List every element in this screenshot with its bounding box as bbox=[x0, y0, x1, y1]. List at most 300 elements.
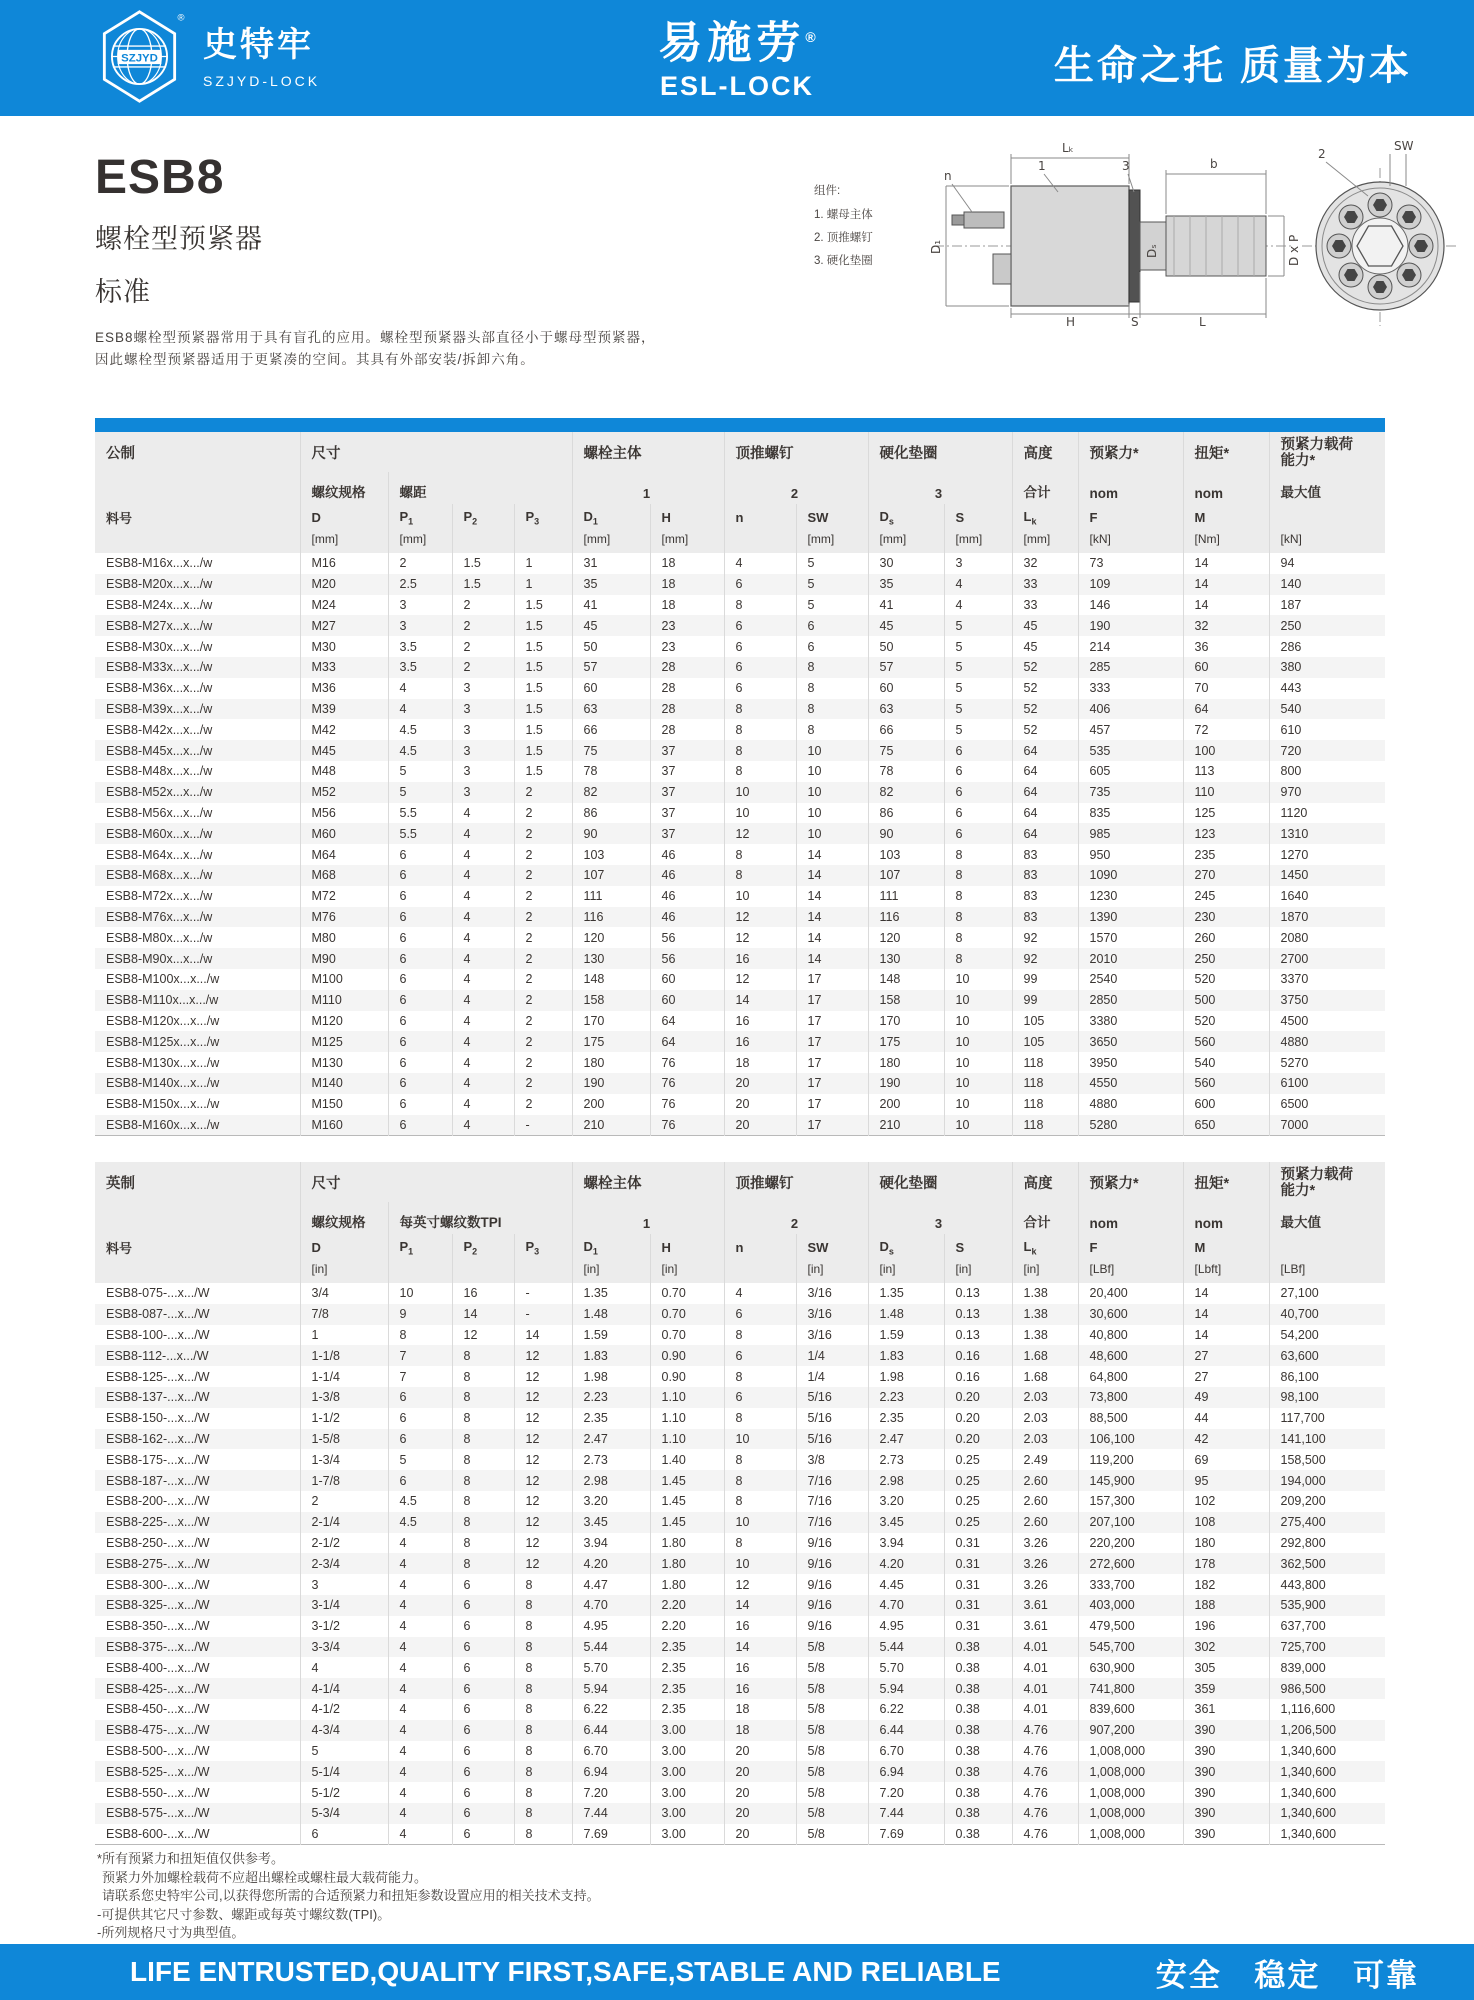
table-cell: 2 bbox=[452, 595, 514, 616]
table-cell: 6 bbox=[724, 657, 796, 678]
table-cell: M100 bbox=[300, 969, 388, 990]
table-cell: 6.70 bbox=[868, 1741, 944, 1762]
brand-left bbox=[92, 9, 320, 104]
table-row bbox=[95, 1470, 1385, 1491]
table-cell: 4 bbox=[452, 990, 514, 1011]
table-cell: 2.5 bbox=[388, 574, 452, 595]
col-h: H bbox=[650, 504, 724, 531]
table-cell: 28 bbox=[650, 678, 724, 699]
group-header-row bbox=[95, 1162, 1385, 1202]
table-cell: 5/16 bbox=[796, 1408, 868, 1429]
table-cell: 17 bbox=[796, 1031, 868, 1052]
table-cell: 3 bbox=[452, 740, 514, 761]
table-cell: 37 bbox=[650, 823, 724, 844]
table-cell: 16 bbox=[724, 1031, 796, 1052]
table-cell: 1-1/4 bbox=[300, 1366, 388, 1387]
table-cell: 10 bbox=[796, 803, 868, 824]
table-cell: 5/8 bbox=[796, 1803, 868, 1824]
table-cell: 4.95 bbox=[868, 1616, 944, 1637]
part-number-cell: ESB8-M42x...x.../w bbox=[95, 719, 300, 740]
part-number-cell: ESB8-225-...x.../W bbox=[95, 1512, 300, 1533]
table-cell: 1.68 bbox=[1012, 1345, 1078, 1366]
table-cell: 3 bbox=[452, 699, 514, 720]
legend-item: 3. 硬化垫圈 bbox=[814, 255, 873, 267]
table-cell: 20 bbox=[724, 1073, 796, 1094]
group-capacity: 预紧力载荷 能力* bbox=[1269, 1162, 1385, 1202]
table-cell: 8 bbox=[514, 1574, 572, 1595]
table-cell: 500 bbox=[1183, 990, 1269, 1011]
table-cell: 4.95 bbox=[572, 1616, 650, 1637]
part-number-cell: ESB8-112-...x.../W bbox=[95, 1345, 300, 1366]
table-cell: 2-1/4 bbox=[300, 1512, 388, 1533]
table-cell: 6 bbox=[944, 740, 1012, 761]
table-cell: 8 bbox=[724, 595, 796, 616]
group-height: 高度 bbox=[1012, 432, 1078, 472]
table-cell: 42 bbox=[1183, 1429, 1269, 1450]
table-cell: 1570 bbox=[1078, 927, 1183, 948]
table-cell: 33 bbox=[1012, 595, 1078, 616]
table-cell: 6.22 bbox=[572, 1699, 650, 1720]
table-row bbox=[95, 553, 1385, 574]
table-cell: 8 bbox=[514, 1741, 572, 1762]
table-cell: 1.5 bbox=[452, 574, 514, 595]
col-d: D bbox=[300, 1234, 388, 1261]
part-number-cell: ESB8-125-...x.../W bbox=[95, 1366, 300, 1387]
part-number-cell: ESB8-600-...x.../W bbox=[95, 1824, 300, 1845]
symbol-header-row bbox=[95, 504, 1385, 531]
table-cell: 7.69 bbox=[868, 1824, 944, 1845]
table-cell: 6 bbox=[388, 1073, 452, 1094]
table-row bbox=[95, 574, 1385, 595]
table-cell: 302 bbox=[1183, 1637, 1269, 1658]
table-cell: 18 bbox=[650, 595, 724, 616]
part-number-cell: ESB8-475-...x.../W bbox=[95, 1720, 300, 1741]
table-cell: 7/16 bbox=[796, 1470, 868, 1491]
header-banner bbox=[0, 0, 1474, 116]
part-number-cell: ESB8-M56x...x.../w bbox=[95, 803, 300, 824]
spacer-cell bbox=[95, 1261, 300, 1283]
table-cell: 0.70 bbox=[650, 1304, 724, 1325]
table-cell: 4.76 bbox=[1012, 1824, 1078, 1845]
nom-label: nom bbox=[1078, 472, 1183, 504]
table-cell: 8 bbox=[514, 1657, 572, 1678]
table-cell: 45 bbox=[572, 615, 650, 636]
table-cell: 12 bbox=[514, 1429, 572, 1450]
table-cell: 8 bbox=[514, 1595, 572, 1616]
part-number-cell: ESB8-350-...x.../W bbox=[95, 1616, 300, 1637]
table-cell: 14 bbox=[1183, 1304, 1269, 1325]
table-cell: 5/8 bbox=[796, 1741, 868, 1762]
table-cell: 2.35 bbox=[650, 1678, 724, 1699]
table-cell: 3 bbox=[388, 595, 452, 616]
table-cell: M48 bbox=[300, 761, 388, 782]
table-cell: 8 bbox=[514, 1824, 572, 1845]
table-cell: 4.5 bbox=[388, 1491, 452, 1512]
table-cell: 1450 bbox=[1280, 868, 1309, 883]
table-cell: 66 bbox=[868, 719, 944, 740]
group-jack-screw: 顶推螺钉 bbox=[724, 1162, 868, 1202]
component-ref-3: 3 bbox=[868, 1202, 1012, 1234]
table-cell: 20,400 bbox=[1078, 1283, 1183, 1304]
col-sw: SW bbox=[796, 1234, 868, 1261]
table-cell: 1 bbox=[514, 553, 572, 574]
dim-l-label: L bbox=[1199, 315, 1206, 328]
table-cell: 5.44 bbox=[868, 1637, 944, 1658]
table-cell: 123 bbox=[1183, 823, 1269, 844]
table-cell: 535 bbox=[1078, 740, 1183, 761]
table-cell: 4 bbox=[724, 1283, 796, 1304]
table-cell: 4.01 bbox=[1012, 1657, 1078, 1678]
table-cell: 17 bbox=[796, 969, 868, 990]
table-cell: 0.20 bbox=[944, 1408, 1012, 1429]
table-cell: 2 bbox=[514, 886, 572, 907]
table-cell: 4 bbox=[388, 1741, 452, 1762]
table-cell: 5/8 bbox=[796, 1824, 868, 1845]
table-cell: 6 bbox=[300, 1824, 388, 1845]
table-cell: 5/8 bbox=[796, 1657, 868, 1678]
table-cell: 6 bbox=[388, 1429, 452, 1450]
table-cell: 200 bbox=[868, 1094, 944, 1115]
table-cell: 2 bbox=[514, 844, 572, 865]
table-cell: 5 bbox=[944, 719, 1012, 740]
table-cell: 907,200 bbox=[1078, 1720, 1183, 1741]
table-cell: 1,116,600 bbox=[1280, 1702, 1336, 1717]
table-cell: 8 bbox=[452, 1470, 514, 1491]
part-number-cell: ESB8-M27x...x.../w bbox=[95, 615, 300, 636]
table-cell: 27 bbox=[1183, 1345, 1269, 1366]
table-cell: 1,008,000 bbox=[1078, 1782, 1183, 1803]
table-cell: 1.38 bbox=[1012, 1283, 1078, 1304]
unit-cell: [in] bbox=[796, 1261, 868, 1283]
max-label: 最大值 bbox=[1269, 1202, 1385, 1234]
table-cell: 6 bbox=[388, 1387, 452, 1408]
table-cell: 3-3/4 bbox=[300, 1637, 388, 1658]
table-cell: 390 bbox=[1183, 1824, 1269, 1845]
table-cell: 630,900 bbox=[1078, 1657, 1183, 1678]
table-cell: - bbox=[514, 1283, 572, 1304]
table-cell: 3.00 bbox=[650, 1761, 724, 1782]
table-cell: 1,008,000 bbox=[1078, 1824, 1183, 1845]
table-cell: 12 bbox=[514, 1366, 572, 1387]
table-row bbox=[95, 927, 1385, 948]
table-cell: M60 bbox=[300, 823, 388, 844]
table-cell: 4.45 bbox=[868, 1574, 944, 1595]
callout-2: 2 bbox=[1318, 147, 1326, 161]
table-cell: 6 bbox=[452, 1741, 514, 1762]
table-cell: 220,200 bbox=[1078, 1533, 1183, 1554]
footer-slogan-cn: 安全 稳定 可靠 bbox=[1155, 1957, 1419, 1993]
table-cell: 1.59 bbox=[868, 1325, 944, 1346]
intro-block bbox=[95, 150, 263, 309]
table-cell: 9/16 bbox=[796, 1616, 868, 1637]
table-cell: 92 bbox=[1012, 927, 1078, 948]
table-cell: 210 bbox=[572, 1115, 650, 1136]
table-cell: 118 bbox=[1012, 1115, 1078, 1136]
component-ref-1: 1 bbox=[572, 472, 724, 504]
table-cell: 28 bbox=[650, 719, 724, 740]
table-row bbox=[95, 1304, 1385, 1325]
part-number-cell: ESB8-M76x...x.../w bbox=[95, 907, 300, 928]
table-cell: 18 bbox=[650, 574, 724, 595]
callout-n: n bbox=[944, 169, 952, 183]
table-cell: 5.70 bbox=[868, 1657, 944, 1678]
table-cell: 4 bbox=[452, 803, 514, 824]
table-cell: 1120 bbox=[1280, 805, 1308, 820]
table-cell: 4.5 bbox=[388, 740, 452, 761]
table-row bbox=[95, 1824, 1385, 1845]
table-cell: 27 bbox=[1183, 1366, 1269, 1387]
table-cell: 33 bbox=[1012, 574, 1078, 595]
table-cell: 5-1/2 bbox=[300, 1782, 388, 1803]
table-cell: M16 bbox=[300, 553, 388, 574]
unit-cell: [mm] bbox=[650, 531, 724, 553]
table-cell: 64 bbox=[1012, 740, 1078, 761]
table-cell: 3.94 bbox=[868, 1533, 944, 1554]
table-cell: 250 bbox=[1280, 618, 1302, 633]
part-number-cell: ESB8-M60x...x.../w bbox=[95, 823, 300, 844]
table-cell: 4.70 bbox=[868, 1595, 944, 1616]
table-cell: 2.35 bbox=[868, 1408, 944, 1429]
table-cell: 99 bbox=[1012, 969, 1078, 990]
table-cell: 8 bbox=[452, 1449, 514, 1470]
table-cell: 1.5 bbox=[452, 553, 514, 574]
table-cell: 8 bbox=[796, 678, 868, 699]
table-cell: 30,600 bbox=[1078, 1304, 1183, 1325]
table-cell: 103 bbox=[572, 844, 650, 865]
table-cell: 6 bbox=[452, 1678, 514, 1699]
table-cell: 610 bbox=[1280, 722, 1302, 737]
nom-label: nom bbox=[1078, 1202, 1183, 1234]
col-s: S bbox=[944, 1234, 1012, 1261]
table-cell: 5 bbox=[944, 657, 1012, 678]
table-cell: 4 bbox=[452, 1031, 514, 1052]
table-cell: 78 bbox=[868, 761, 944, 782]
table-cell: 2 bbox=[514, 927, 572, 948]
table-row bbox=[95, 1782, 1385, 1803]
table-cell: 2 bbox=[452, 657, 514, 678]
table-cell: 86,100 bbox=[1280, 1369, 1319, 1384]
table-cell: 16 bbox=[724, 948, 796, 969]
table-cell: 3-1/2 bbox=[300, 1616, 388, 1637]
table-cell: 1,340,600 bbox=[1280, 1764, 1337, 1779]
table-cell: 2540 bbox=[1078, 969, 1183, 990]
table-cell: 2.47 bbox=[868, 1429, 944, 1450]
table-cell: 125 bbox=[1183, 803, 1269, 824]
group-washer: 硬化垫圈 bbox=[868, 432, 1012, 472]
table-cell: 17 bbox=[796, 1073, 868, 1094]
table-cell: 4.76 bbox=[1012, 1741, 1078, 1762]
table-cell: 1.38 bbox=[1012, 1325, 1078, 1346]
table-cell: 333,700 bbox=[1078, 1574, 1183, 1595]
table-cell: 12 bbox=[514, 1449, 572, 1470]
table-cell: 390 bbox=[1183, 1761, 1269, 1782]
table-cell: 3 bbox=[452, 678, 514, 699]
table-cell: 46 bbox=[650, 865, 724, 886]
table-cell: 985 bbox=[1078, 823, 1183, 844]
table-cell: 650 bbox=[1183, 1115, 1269, 1136]
unit-cell: [Nm] bbox=[1183, 531, 1269, 553]
table-cell: 10 bbox=[944, 990, 1012, 1011]
table-cell: 45 bbox=[868, 615, 944, 636]
table-cell: 6 bbox=[452, 1637, 514, 1658]
table-cell: 4 bbox=[388, 1803, 452, 1824]
table-row bbox=[95, 1699, 1385, 1720]
table-cell: 6 bbox=[388, 907, 452, 928]
table-cell: 52 bbox=[1012, 657, 1078, 678]
thread-spec-label: 螺纹规格 bbox=[300, 472, 388, 504]
table-cell: 245 bbox=[1183, 886, 1269, 907]
table-cell: M20 bbox=[300, 574, 388, 595]
product-description bbox=[95, 327, 656, 371]
table-cell: 10 bbox=[796, 761, 868, 782]
dim-dxp-label: D x P bbox=[1287, 234, 1301, 266]
part-number-cell: ESB8-137-...x.../W bbox=[95, 1387, 300, 1408]
table-cell: 270 bbox=[1183, 865, 1269, 886]
part-number-cell: ESB8-425-...x.../W bbox=[95, 1678, 300, 1699]
table-cell: 113 bbox=[1183, 761, 1269, 782]
table-cell: 180 bbox=[572, 1052, 650, 1073]
table-cell: 57 bbox=[572, 657, 650, 678]
table-cell: 95 bbox=[1183, 1470, 1269, 1491]
table-cell: 14 bbox=[796, 907, 868, 928]
table-cell: 18 bbox=[724, 1052, 796, 1073]
header-slogan: 生命之托 质量为本 bbox=[1053, 44, 1412, 88]
table-cell: 37 bbox=[650, 782, 724, 803]
table-row bbox=[95, 699, 1385, 720]
part-number-cell: ESB8-200-...x.../W bbox=[95, 1491, 300, 1512]
table-cell: 2010 bbox=[1078, 948, 1183, 969]
table-cell: 2.73 bbox=[868, 1449, 944, 1470]
table-cell: 102 bbox=[1183, 1491, 1269, 1512]
table-cell: 4.20 bbox=[572, 1553, 650, 1574]
table-cell: 18 bbox=[650, 553, 724, 574]
table-cell: 6 bbox=[724, 678, 796, 699]
table-cell: 6 bbox=[452, 1699, 514, 1720]
table-cell: 380 bbox=[1280, 660, 1302, 675]
table-cell: 9/16 bbox=[796, 1595, 868, 1616]
table-cell: 2.35 bbox=[650, 1657, 724, 1678]
table-cell: 1,340,600 bbox=[1280, 1785, 1337, 1800]
table-cell: 3.5 bbox=[388, 636, 452, 657]
table-cell: 3.26 bbox=[1012, 1553, 1078, 1574]
table-cell: 9 bbox=[388, 1304, 452, 1325]
table-cell: 8 bbox=[944, 948, 1012, 969]
unit-cell: [mm] bbox=[1012, 531, 1078, 553]
table-cell: 190 bbox=[868, 1073, 944, 1094]
brand-left-text bbox=[203, 25, 320, 89]
table-cell: 230 bbox=[1183, 907, 1269, 928]
part-number-cell: ESB8-162-...x.../W bbox=[95, 1429, 300, 1450]
table-cell: 46 bbox=[650, 844, 724, 865]
part-number-cell: ESB8-M110x...x.../w bbox=[95, 990, 300, 1011]
table-cell: 1-7/8 bbox=[300, 1470, 388, 1491]
table-row bbox=[95, 719, 1385, 740]
table-row bbox=[95, 844, 1385, 865]
table-row bbox=[95, 1678, 1385, 1699]
table-cell: 8 bbox=[724, 761, 796, 782]
table-cell: 272,600 bbox=[1078, 1553, 1183, 1574]
table-cell: 14 bbox=[1183, 553, 1269, 574]
dim-b-label: b bbox=[1210, 157, 1218, 171]
table-cell: 6 bbox=[724, 1304, 796, 1325]
table-cell: 8 bbox=[724, 740, 796, 761]
table-cell: 4 bbox=[944, 574, 1012, 595]
table-row bbox=[95, 761, 1385, 782]
table-cell: 1-3/8 bbox=[300, 1387, 388, 1408]
table-cell: 1.80 bbox=[650, 1574, 724, 1595]
table-cell: 5/16 bbox=[796, 1387, 868, 1408]
part-number-cell: ESB8-M52x...x.../w bbox=[95, 782, 300, 803]
table-cell: 0.38 bbox=[944, 1782, 1012, 1803]
table-cell: 64,800 bbox=[1078, 1366, 1183, 1387]
table-cell: M125 bbox=[300, 1031, 388, 1052]
table-cell: 520 bbox=[1183, 1011, 1269, 1032]
table-cell: 5/8 bbox=[796, 1782, 868, 1803]
unit-cell: [mm] bbox=[796, 531, 868, 553]
table-cell: 60 bbox=[572, 678, 650, 699]
table-cell: 2.23 bbox=[572, 1387, 650, 1408]
table-row bbox=[95, 678, 1385, 699]
table-cell: 6 bbox=[452, 1574, 514, 1595]
table-cell: 214 bbox=[1078, 636, 1183, 657]
table-cell: 188 bbox=[1183, 1595, 1269, 1616]
table-cell: 14 bbox=[514, 1325, 572, 1346]
table-cell: 8 bbox=[944, 844, 1012, 865]
table-row bbox=[95, 615, 1385, 636]
table-cell: 3/8 bbox=[796, 1449, 868, 1470]
table-cell: 5270 bbox=[1280, 1055, 1309, 1070]
table-cell: M80 bbox=[300, 927, 388, 948]
table-cell: 3.00 bbox=[650, 1720, 724, 1741]
table-cell: 4 bbox=[388, 1782, 452, 1803]
table-cell: 3-1/4 bbox=[300, 1595, 388, 1616]
table-row bbox=[95, 1429, 1385, 1450]
table-cell: 8 bbox=[452, 1533, 514, 1554]
unit-cell: [in] bbox=[868, 1261, 944, 1283]
table-cell: 2 bbox=[514, 823, 572, 844]
table-cell: 73 bbox=[1078, 553, 1183, 574]
table-cell: 4 bbox=[300, 1657, 388, 1678]
table-cell: 14 bbox=[1183, 1325, 1269, 1346]
table-cell: 4 bbox=[388, 678, 452, 699]
table-cell: 3.94 bbox=[572, 1533, 650, 1554]
table-cell: 286 bbox=[1280, 639, 1302, 654]
table-cell: 28 bbox=[650, 699, 724, 720]
table-cell: 5 bbox=[944, 699, 1012, 720]
sub-header-row bbox=[95, 472, 1385, 504]
table-cell: 99 bbox=[1012, 990, 1078, 1011]
table-cell: 1.40 bbox=[650, 1449, 724, 1470]
table-cell: 194,000 bbox=[1280, 1473, 1326, 1488]
table-cell: M39 bbox=[300, 699, 388, 720]
spacer-cell bbox=[95, 1202, 300, 1234]
table-cell: 3.00 bbox=[650, 1782, 724, 1803]
table-cell: 4 bbox=[388, 1678, 452, 1699]
table-cell: 0.20 bbox=[944, 1429, 1012, 1450]
table-cell: 6 bbox=[388, 1115, 452, 1136]
table-cell: 0.25 bbox=[944, 1512, 1012, 1533]
table-cell: 0.25 bbox=[944, 1491, 1012, 1512]
technical-drawing bbox=[806, 126, 1474, 328]
table-cell: 390 bbox=[1183, 1803, 1269, 1824]
table-row bbox=[95, 595, 1385, 616]
footnote-line: -所列规格尺寸为典型值。 bbox=[97, 1925, 245, 1940]
table-cell: 6 bbox=[724, 636, 796, 657]
table-cell: 12 bbox=[724, 1574, 796, 1595]
table-cell: 12 bbox=[724, 823, 796, 844]
part-number-cell: ESB8-450-...x.../W bbox=[95, 1699, 300, 1720]
table-cell: 5 bbox=[300, 1741, 388, 1762]
